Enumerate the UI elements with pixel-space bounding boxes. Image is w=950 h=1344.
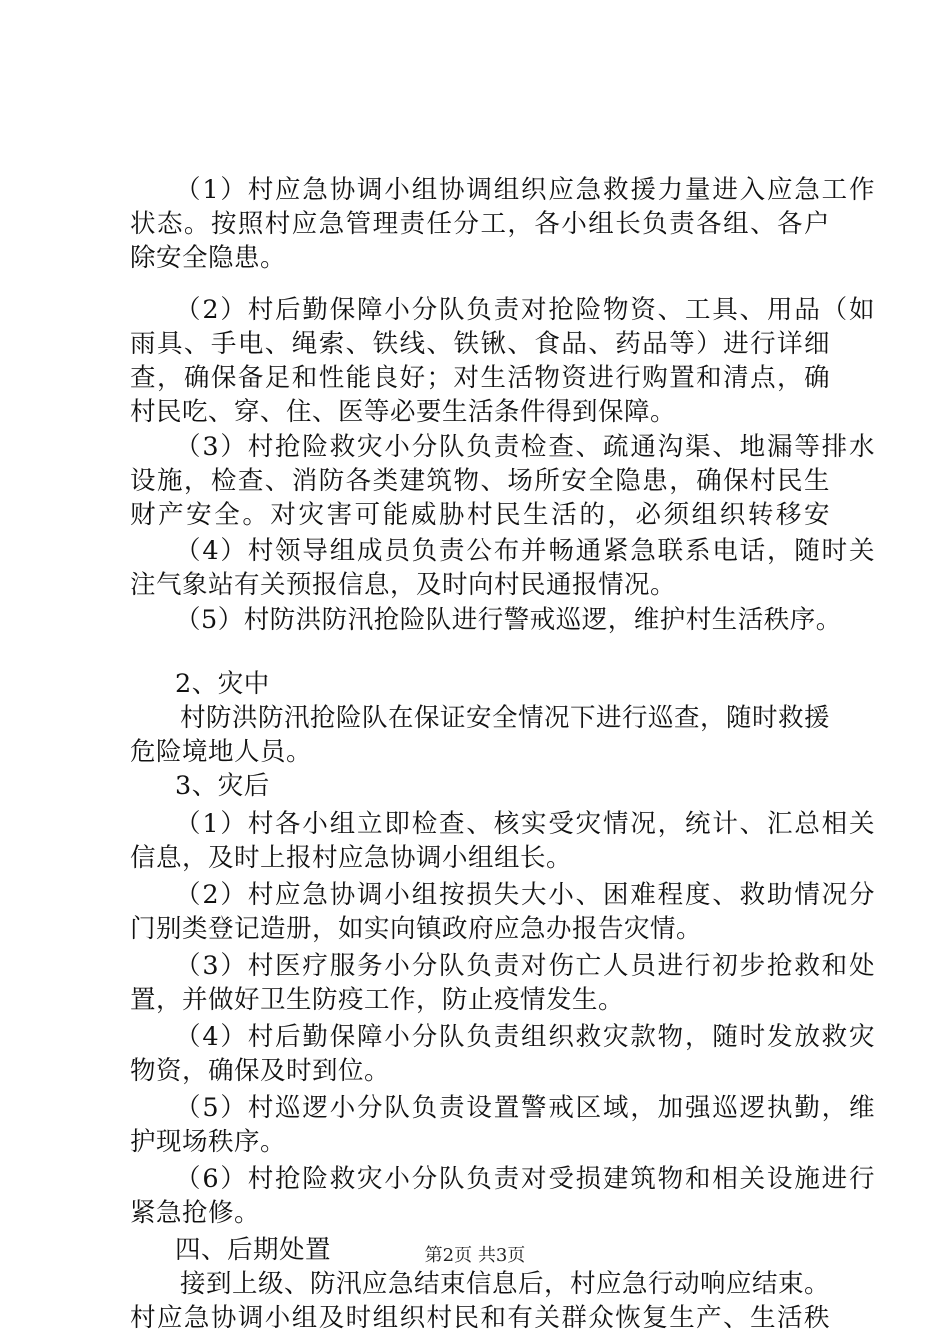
- paragraph-line: （3）村抢险救灾小分队负责检查、疏通沟渠、地漏等排水: [175, 432, 875, 462]
- section-heading: 四、后期处置: [175, 1235, 332, 1265]
- paragraph-line: （2）村应急协调小组按损失大小、困难程度、救助情况分: [175, 880, 875, 910]
- paragraph-line: 危险境地人员。: [130, 737, 313, 767]
- paragraph-line: （6）村抢险救灾小分队负责对受损建筑物和相关设施进行: [175, 1164, 875, 1194]
- paragraph-line: （4）村领导组成员负责公布并畅通紧急联系电话，随时关: [175, 536, 875, 566]
- paragraph-line: 信息，及时上报村应急协调小组组长。: [130, 843, 573, 873]
- section-heading: 3、灾后: [175, 771, 270, 801]
- paragraph-line: 接到上级、防汛应急结束信息后，村应急行动响应结束。: [180, 1269, 830, 1299]
- page-number-footer: 第2页 共3页: [424, 1245, 526, 1266]
- paragraph-line: （5）村巡逻小分队负责设置警戒区域，加强巡逻执勤，维: [175, 1093, 875, 1123]
- paragraph-line: （2）村后勤保障小分队负责对抢险物资、工具、用品（如: [175, 295, 875, 325]
- paragraph-line: （3）村医疗服务小分队负责对伤亡人员进行初步抢救和处: [175, 951, 875, 981]
- paragraph-line: 财产安全。对灾害可能威胁村民生活的，必须组织转移安: [130, 500, 830, 530]
- paragraph-line: 状态。按照村应急管理责任分工，各小组长负责各组、各户: [130, 209, 830, 239]
- paragraph-line: 查，确保备足和性能良好；对生活物资进行购置和清点，确: [130, 363, 830, 393]
- paragraph-line: 设施，检查、消防各类建筑物、场所安全隐患，确保村民生: [130, 466, 830, 496]
- paragraph-line: （5）村防洪防汛抢险队进行警戒巡逻，维护村生活秩序。: [175, 605, 842, 635]
- paragraph-line: （4）村后勤保障小分队负责组织救灾款物，随时发放救灾: [175, 1022, 875, 1052]
- paragraph-line: 注气象站有关预报信息，及时向村民通报情况。: [130, 570, 677, 600]
- paragraph-line: （1）村各小组立即检查、核实受灾情况，统计、汇总相关: [175, 809, 875, 839]
- paragraph-line: 门别类登记造册，如实向镇政府应急办报告灾情。: [130, 914, 703, 944]
- paragraph-line: 村民吃、穿、住、医等必要生活条件得到保障。: [130, 397, 677, 427]
- paragraph-line: 除安全隐患。: [130, 243, 287, 273]
- paragraph-line: 村防洪防汛抢险队在保证安全情况下进行巡查，随时救援: [180, 703, 830, 733]
- paragraph-line: 护现场秩序。: [130, 1127, 287, 1157]
- section-heading: 2、灾中: [175, 669, 270, 699]
- paragraph-line: 村应急协调小组及时组织村民和有关群众恢复生产、生活秩: [130, 1303, 830, 1333]
- paragraph-line: 物资，确保及时到位。: [130, 1056, 391, 1086]
- paragraph-line: （1）村应急协调小组协调组织应急救援力量进入应急工作: [175, 175, 875, 205]
- paragraph-line: 紧急抢修。: [130, 1198, 261, 1228]
- paragraph-line: 雨具、手电、绳索、铁线、铁锹、食品、药品等）进行详细: [130, 329, 830, 359]
- paragraph-line: 置，并做好卫生防疫工作，防止疫情发生。: [130, 985, 625, 1015]
